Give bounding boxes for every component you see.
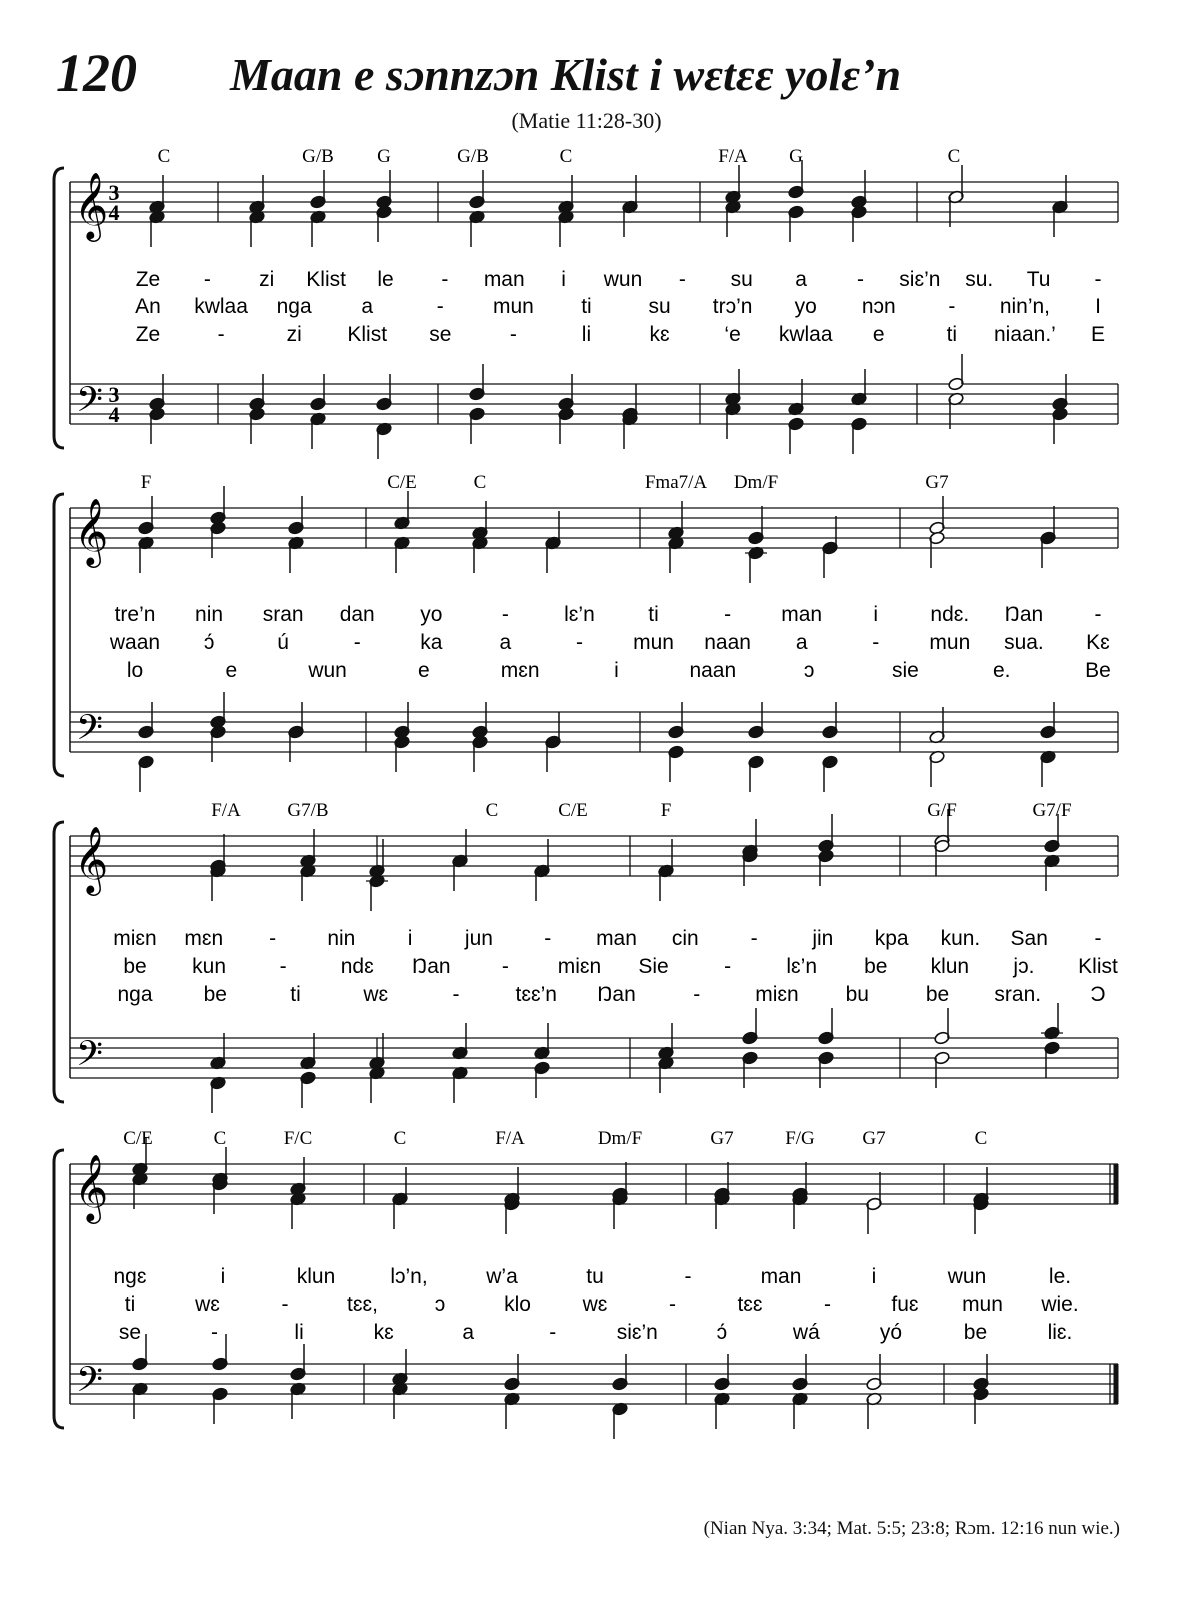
lyric-syllable: a: [361, 295, 374, 318]
lyric-syllable: klun: [296, 1265, 336, 1288]
chord-symbol: G/F: [927, 800, 957, 821]
lyric-syllable: cin: [671, 927, 699, 950]
scripture-reference: (Matie 11:28-30): [511, 108, 662, 133]
bass-staff: [70, 1364, 1118, 1404]
chord-symbol: C/E: [123, 1128, 153, 1149]
chord-symbol: G7/F: [1032, 800, 1072, 821]
lyric-syllable: ti: [124, 1293, 136, 1316]
note-chord: [452, 829, 469, 1103]
hymn-number: 120: [56, 43, 137, 103]
lyric-syllable: dan: [339, 603, 375, 626]
lyric-syllable: ti: [290, 983, 301, 1006]
lyric-syllable: kwlaa: [194, 295, 248, 318]
chord-symbol: C: [393, 1128, 407, 1149]
system-bracket: [54, 1150, 64, 1428]
lyric-syllable: i: [561, 268, 566, 291]
lyric-hyphen: -: [436, 295, 444, 318]
lyric-syllable: e: [225, 659, 238, 682]
chord-symbol: G7: [710, 1128, 734, 1149]
hymn-title: Maan e sɔnnzɔn Klist i wɛtɛɛ yolɛ’n: [230, 49, 902, 100]
note-chord: [792, 1162, 809, 1429]
lyric-syllable: klo: [504, 1293, 531, 1316]
lyric-syllable: man: [760, 1265, 802, 1288]
lyric-syllable: siɛ’n: [616, 1321, 658, 1344]
lyric-syllable: i: [407, 927, 413, 950]
lyric-hyphen: -: [669, 1293, 676, 1316]
lyric-syllable: wá: [792, 1321, 820, 1344]
lyric-line-verse-2: [125, 1293, 1079, 1316]
lyric-syllable: Ŋan: [597, 983, 636, 1006]
chord-symbol: C/E: [558, 800, 588, 821]
lyric-line-verse-1: [113, 927, 1101, 950]
lyric-syllable: mun: [633, 631, 674, 654]
lyric-syllable: li: [294, 1321, 304, 1344]
lyric-syllable: ‘e: [724, 323, 741, 346]
lyric-syllable: nin’n,: [999, 295, 1051, 318]
lyric-syllable: lɛ’n: [564, 603, 595, 626]
lyric-syllable: i: [614, 659, 619, 682]
lyric-syllable: mɛn: [184, 927, 224, 950]
lyric-syllable: Ze: [135, 323, 161, 346]
lyric-syllable: nin: [327, 927, 356, 950]
note-chord: [1052, 175, 1069, 444]
lyric-hyphen: -: [857, 268, 864, 291]
lyric-syllable: Sie: [638, 955, 669, 978]
chord-symbol: G7/B: [287, 800, 329, 821]
lyric-hyphen: -: [1094, 268, 1102, 291]
chord-symbol: C: [559, 146, 573, 167]
treble-clef: 𝄞: [74, 171, 109, 239]
lyric-syllable: Klist: [1078, 955, 1118, 978]
lyric-syllable: bu: [845, 983, 869, 1006]
lyric-syllable: se: [118, 1321, 142, 1344]
lyric-syllable: Klist: [347, 323, 388, 346]
lyric-syllable: e: [872, 323, 885, 346]
lyric-hyphen: -: [1094, 603, 1102, 626]
lyric-syllable: I: [1095, 295, 1101, 318]
note-chord: [376, 170, 393, 459]
chord-symbol: G/B: [302, 146, 334, 167]
lyric-syllable: sua.: [1004, 631, 1044, 654]
time-sig-bottom-bass: 4: [108, 402, 120, 427]
note-chord: [545, 511, 562, 772]
chord-symbol: C: [213, 1128, 227, 1149]
lyric-syllable: e.: [992, 659, 1011, 682]
lyric-syllable: jɔ.: [1013, 955, 1035, 978]
treble-clef: 𝄞: [74, 825, 109, 893]
chord-symbol: C: [485, 800, 499, 821]
time-sig-top: 3: [108, 180, 120, 205]
note-chord: [394, 491, 411, 772]
lyric-syllable: su: [648, 295, 671, 318]
lyric-syllable: lɔ’n,: [390, 1265, 428, 1288]
note-chord: [534, 839, 551, 1098]
lyric-syllable: lɛ’n: [786, 955, 818, 978]
lyric-syllable: San: [1010, 927, 1048, 950]
lyric-syllable: Ŋan: [1004, 603, 1044, 626]
lyric-syllable: An: [135, 295, 161, 318]
chord-symbol: C/E: [387, 472, 417, 493]
lyric-syllable: Tu: [1026, 268, 1051, 291]
lyric-syllable: a: [462, 1321, 475, 1344]
lyric-syllable: ngɛ: [113, 1265, 147, 1288]
lyric-syllable: fuɛ: [891, 1293, 919, 1316]
chord-symbol: F/C: [283, 1128, 313, 1149]
lyric-line-verse-2: [109, 631, 1110, 654]
lyric-syllable: trɔ’n: [712, 295, 753, 318]
lyric-line-verse-2: [135, 295, 1101, 318]
lyric-line-verse-3: [119, 1321, 1072, 1344]
lyric-syllable: i: [873, 603, 879, 626]
chord-symbol: C: [947, 146, 961, 167]
lyric-syllable: yo: [420, 603, 443, 626]
note-chord: [558, 175, 575, 444]
chord-symbol: Dm/F: [597, 1128, 643, 1149]
lyric-syllable: ti: [648, 603, 659, 626]
lyric-syllable: ɔ: [434, 1293, 446, 1316]
chord-symbol: F: [140, 472, 152, 493]
lyric-syllable: tɛɛ’n: [515, 983, 557, 1006]
bass-clef: 𝄢: [76, 707, 104, 756]
lyric-syllable: yo: [794, 295, 817, 318]
system-bracket: [54, 822, 64, 1102]
lyric-syllable: ti: [581, 295, 592, 318]
lyric-syllable: mun: [492, 295, 534, 318]
time-sig-top-bass: 3: [108, 382, 120, 407]
lyric-syllable: e: [418, 659, 430, 682]
lyric-syllable: w’a: [486, 1265, 518, 1288]
score-system: [54, 472, 1118, 792]
lyric-syllable: waan: [109, 631, 161, 654]
system-bracket: [54, 494, 64, 776]
lyric-syllable: be: [864, 955, 888, 978]
note-chord: [472, 501, 489, 772]
lyric-syllable: sran.: [994, 983, 1042, 1006]
lyric-syllable: nga: [276, 295, 312, 318]
lyric-syllable: man: [483, 268, 525, 291]
lyric-syllable: mun: [929, 631, 971, 654]
lyric-line-verse-3: [117, 983, 1105, 1006]
lyric-syllable: sran: [262, 603, 304, 626]
lyric-line-verse-1: [115, 603, 1102, 626]
lyric-syllable: klun: [930, 955, 970, 978]
lyric-syllable: ndɛ: [340, 955, 374, 978]
lyric-line-verse-3: [127, 659, 1111, 682]
lyric-syllable: man: [781, 603, 823, 626]
lyric-hyphen: -: [684, 1265, 692, 1288]
treble-staff: [70, 182, 1118, 222]
lyric-hyphen: -: [948, 295, 956, 318]
lyric-syllable: wɛ: [195, 1293, 220, 1316]
lyric-syllable: jun: [464, 927, 493, 950]
chord-symbol: F/G: [785, 1128, 815, 1149]
lyric-syllable: niaan.’: [993, 323, 1056, 346]
note-chord: [818, 814, 835, 1088]
treble-staff: [70, 836, 1118, 876]
score-system: [54, 800, 1118, 1113]
lyric-syllable: ka: [420, 631, 443, 654]
lyric-hyphen: -: [501, 955, 509, 978]
lyric-syllable: ɔ́: [716, 1321, 728, 1344]
system-bracket: [54, 168, 64, 448]
chord-symbol: G7: [925, 472, 949, 493]
lyric-hyphen: -: [544, 927, 552, 950]
chord-symbol: F/A: [495, 1128, 525, 1149]
lyric-syllable: mun: [962, 1293, 1003, 1316]
lyric-syllable: tɛɛ,: [347, 1293, 378, 1316]
lyric-syllable: li: [581, 323, 592, 346]
note-chord: [392, 1167, 409, 1419]
lyric-syllable: jin: [812, 927, 834, 950]
score-system: [54, 146, 1118, 459]
bass-staff: [70, 712, 1118, 752]
lyric-syllable: miɛn: [113, 927, 157, 950]
lyric-syllable: be: [925, 983, 950, 1006]
footer-references: (Nian Nya. 3:34; Mat. 5:5; 23:8; Rɔm. 12:16 nun wie.): [703, 1518, 1120, 1539]
lyric-syllable: naan: [704, 631, 751, 654]
lyric-syllable: sie: [891, 659, 919, 682]
lyric-syllable: miɛn: [755, 983, 799, 1006]
lyric-hyphen: -: [217, 323, 225, 346]
lyric-syllable: wun: [308, 659, 347, 682]
lyric-hyphen: -: [269, 927, 277, 950]
lyric-syllable: Be: [1085, 659, 1111, 682]
lyric-hyphen: -: [575, 631, 583, 654]
treble-clef: 𝄞: [74, 1153, 109, 1221]
note-chord: [714, 1162, 731, 1429]
lyric-syllable: Ɔ: [1090, 983, 1106, 1006]
lyric-syllable: ɔ́: [203, 631, 215, 654]
lyric-hyphen: -: [211, 1321, 219, 1344]
chord-symbol: F/A: [718, 146, 748, 167]
note-chord: [469, 170, 486, 444]
lyric-syllable: nɔn: [861, 295, 896, 318]
chord-symbol: Fma7/A: [644, 472, 708, 493]
lyric-hyphen: -: [693, 983, 701, 1006]
lyric-line-verse-3: [136, 323, 1105, 346]
lyric-hyphen: -: [452, 983, 460, 1006]
lyric-syllable: lo: [126, 659, 144, 682]
note-chord: [866, 1172, 883, 1429]
lyric-syllable: E: [1090, 323, 1106, 346]
lyric-syllable: wun: [947, 1265, 987, 1288]
lyric-syllable: nga: [117, 983, 153, 1006]
lyric-syllable: be: [963, 1321, 988, 1344]
lyric-syllable: siɛ’n: [899, 268, 941, 291]
lyric-syllable: Klist: [306, 268, 346, 291]
lyric-hyphen: -: [549, 1321, 557, 1344]
note-chord: [622, 175, 639, 449]
lyric-hyphen: -: [724, 955, 732, 978]
lyric-syllable: liɛ.: [1047, 1321, 1073, 1344]
lyric-hyphen: -: [750, 927, 758, 950]
lyric-syllable: zi: [286, 323, 302, 346]
lyric-syllable: se: [429, 323, 452, 346]
lyric-hyphen: -: [353, 631, 361, 654]
lyric-syllable: wɛ: [582, 1293, 608, 1316]
lyric-syllable: kɛ: [373, 1321, 394, 1344]
lyric-syllable: wie.: [1041, 1293, 1079, 1316]
lyric-hyphen: -: [203, 268, 211, 291]
chord-symbol: G: [789, 146, 803, 167]
lyric-syllable: kpa: [874, 927, 909, 950]
lyric-line-verse-2: [123, 955, 1118, 978]
lyric-line-verse-1: [136, 268, 1102, 291]
lyric-syllable: su.: [965, 268, 994, 291]
chord-symbol: C: [157, 146, 171, 167]
lyric-syllable: kwlaa: [778, 323, 833, 346]
lyric-syllable: a: [499, 631, 512, 654]
lyric-syllable: ndɛ.: [930, 603, 970, 626]
lyric-syllable: a: [795, 268, 807, 291]
lyric-hyphen: -: [678, 268, 686, 291]
lyric-syllable: miɛn: [557, 955, 602, 978]
lyric-hyphen: -: [509, 323, 517, 346]
lyric-syllable: tre’n: [114, 603, 156, 626]
note-chord: [249, 175, 266, 444]
lyric-hyphen: -: [501, 603, 509, 626]
lyric-syllable: be: [203, 983, 227, 1006]
lyric-syllable: wɛ: [363, 983, 389, 1006]
lyric-line-verse-1: [114, 1265, 1072, 1288]
lyric-syllable: kɛ: [649, 323, 670, 346]
bass-clef: 𝄢: [76, 1359, 104, 1408]
lyric-syllable: yó: [879, 1321, 903, 1344]
chord-symbol: F: [660, 800, 672, 821]
lyric-syllable: mɛn: [500, 659, 540, 682]
lyric-hyphen: -: [1094, 927, 1102, 950]
chord-symbol: G: [377, 146, 391, 167]
bass-staff: [70, 1038, 1118, 1078]
time-sig-bottom: 4: [108, 200, 120, 225]
note-chord: [290, 1157, 307, 1419]
chord-symbol: G7: [862, 1128, 886, 1149]
lyric-syllable: kun.: [940, 927, 981, 950]
lyric-syllable: i: [871, 1265, 877, 1288]
lyric-syllable: Ze: [135, 268, 161, 291]
chord-symbol: C: [473, 472, 487, 493]
lyric-hyphen: -: [281, 1293, 289, 1316]
bass-staff: [70, 384, 1118, 424]
lyric-hyphen: -: [824, 1293, 831, 1316]
lyric-syllable: le.: [1048, 1265, 1072, 1288]
lyric-syllable: Ŋan: [412, 955, 451, 978]
lyric-syllable: le: [377, 268, 394, 291]
lyric-hyphen: -: [441, 268, 449, 291]
lyric-syllable: ɔ: [803, 659, 815, 682]
lyric-syllable: be: [123, 955, 147, 978]
lyric-syllable: i: [220, 1265, 226, 1288]
chord-symbol: C: [974, 1128, 988, 1149]
lyric-syllable: kun: [192, 955, 227, 978]
lyric-syllable: Kɛ: [1086, 631, 1110, 654]
bass-clef: 𝄢: [76, 1033, 104, 1082]
lyric-syllable: zi: [259, 268, 275, 291]
lyric-hyphen: -: [279, 955, 287, 978]
lyric-syllable: a: [795, 631, 808, 654]
lyric-hyphen: -: [724, 603, 732, 626]
lyric-syllable: nin: [195, 603, 224, 626]
lyric-syllable: tu: [586, 1265, 604, 1288]
lyric-syllable: naan: [689, 659, 737, 682]
lyric-syllable: man: [596, 927, 637, 950]
chord-symbol: Dm/F: [733, 472, 779, 493]
chord-symbol: F/A: [211, 800, 241, 821]
lyric-syllable: su: [730, 268, 753, 291]
chord-symbol: G/B: [457, 146, 489, 167]
note-chord: [300, 829, 317, 1108]
bass-clef: 𝄢: [76, 379, 104, 428]
lyric-syllable: wun: [603, 268, 643, 291]
treble-clef: 𝄞: [74, 497, 109, 565]
lyric-syllable: tɛɛ: [737, 1293, 763, 1316]
lyric-syllable: ú: [277, 631, 289, 654]
lyric-syllable: ti: [946, 323, 958, 346]
note-chord: [822, 516, 839, 792]
lyric-hyphen: -: [872, 631, 880, 654]
treble-staff: [70, 508, 1118, 548]
score-system: [54, 1128, 1118, 1439]
